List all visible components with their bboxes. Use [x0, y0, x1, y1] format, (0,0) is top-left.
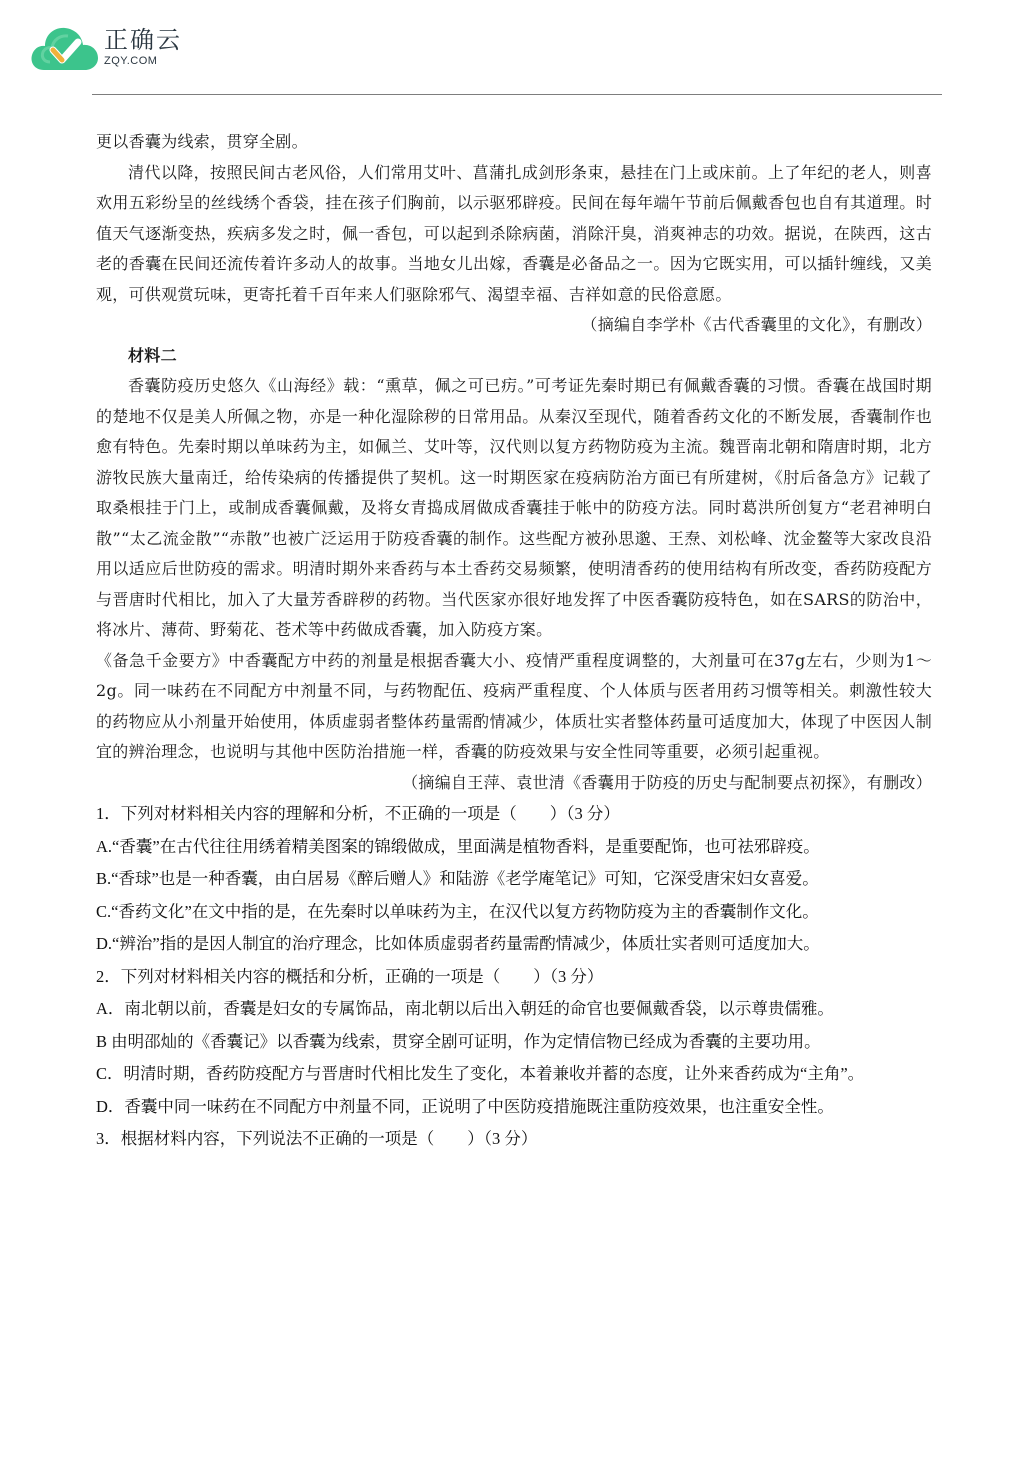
option-a: A.“香囊”在古代往往用绣着精美图案的锦缎做成，里面满是植物香料，是重要配饰，也可祛邪辟疫。 — [96, 836, 820, 856]
material2-paragraph-2: 《备急千金要方》中香囊配方中药的剂量是根据香囊大小、疫情严重程度调整的，大剂量可在37g左右，少则为1～2g。同一味药在不同配方中剂量不同，与药物配伍、疫病严重程度、个人体质与医者用药习惯等相关。刺激性较大的药物应从小剂量开始使用，体质虚弱者整体药量需酌情减少，体质壮实者整体药量可适度加大，体现了中医因人制宜的辨治理念，也说明与其他中医防治措施一样，香囊的防疫效果与安全性同等重要，必须引起重视。 — [96, 650, 932, 761]
material2-source: （摘编自王萍、袁世清《香囊用于防疫的历史与配制要点初探》，有删改） — [402, 772, 932, 792]
question-3 — [96, 1123, 932, 1156]
question-stem: 1．下列对材料相关内容的理解和分析，不正确的一项是（ ）（3 分） — [96, 804, 620, 823]
option-c: C.“香药文化”在文中指的是，在先秦时以单味药为主，在汉代以复方药物防疫为主的香囊制作文化。 — [96, 901, 819, 921]
option-b: B 由明邵灿的《香囊记》以香囊为线索，贯穿全剧可证明，作为定情信物已经成为香囊的主要功用。 — [96, 1031, 821, 1051]
material1-paragraph: 清代以降，按照民间古老风俗，人们常用艾叶、菖蒲扎成剑形条束，悬挂在门上或床前。上了年纪的老人，则喜欢用五彩纷呈的丝线绣个香袋，挂在孩子们胸前，以示驱邪辟疫。民间在每年端午节前后佩戴香包也自有其道理。时值天气逐渐变热，疾病多发之时，佩一香包，可以起到杀除病菌，消除汗臭，消爽神志的功效。据说，在陕西，这古老的香囊在民间还流传着许多动人的故事。当地女儿出嫁，香囊是必备品之一。因为它既实用，可以插针缠线，又美观，可供观赏玩味，更寄托着千百年来人们驱除邪气、渴望幸福、吉祥如意的民俗意愿。 — [96, 162, 932, 304]
option-a: A．南北朝以前，香囊是妇女的专属饰品，南北朝以后出入朝廷的命官也要佩戴香袋，以示尊贵儒雅。 — [96, 999, 834, 1018]
option-b: B.“香球”也是一种香囊，由白居易《醉后赠人》和陆游《老学庵笔记》可知，它深受唐宋妇女喜爱。 — [96, 869, 819, 888]
question-2 — [96, 961, 932, 1124]
option-d: D.“辨治”指的是因人制宜的治疗理念，比如体质虚弱者药量需酌情减少，体质壮实者则可适度加大。 — [96, 934, 820, 953]
material1-tail: 更以香囊为线索，贯穿全剧。 — [96, 132, 308, 151]
question-stem: 2．下列对材料相关内容的概括和分析，正确的一项是（ ）（3 分） — [96, 966, 604, 986]
page-header — [0, 0, 1034, 100]
option-d: D．香囊中同一味药在不同配方中剂量不同，正说明了中医防疫措施既注重防疫效果，也注重安全性。 — [96, 1096, 834, 1116]
cloud-check-logo-icon — [30, 22, 100, 76]
option-c: C．明清时期，香药防疫配方与晋唐时代相比发生了变化，本着兼收并蓄的态度，让外来香药成为“主角”。 — [96, 1064, 865, 1083]
question-stem: 3．根据材料内容，下列说法不正确的一项是（ ）（3 分） — [96, 1129, 538, 1148]
document-body — [96, 127, 932, 1156]
brand-name-cn: 正确云 — [104, 26, 182, 54]
header-divider — [92, 94, 942, 95]
material2-paragraph-1: 香囊防疫历史悠久《山海经》载：“熏草，佩之可已疠。”可考证先秦时期已有佩戴香囊的习惯。香囊在战国时期的楚地不仅是美人所佩之物，亦是一种化湿除秽的日常用品。从秦汉至现代，随着香药文化的不断发展，香囊制作也愈有特色。先秦时期以单味药为主，如佩兰、艾叶等，汉代则以复方药物防疫为主流。魏晋南北朝和隋唐时期，北方游牧民族大量南迁，给传染病的传播提供了契机。这一时期医家在疫病防治方面已有所建树，《肘后备急方》记载了取桑根挂于门上，或制成香囊佩戴，及将女青捣成屑做成香囊挂于帐中的防疫方法。同时葛洪所创复方“老君神明白散”“太乙流金散”“赤散”也被广泛运用于防疫香囊的制作。这些配方被孙思邈、王焘、刘松峰、沈金鳌等大家改良沿用以适应后世防疫的需求。明清时期外来香药与本土香药交易频繁，使明清香药的使用结构有所改变，香药防疫配方与晋唐时代相比，加入了大量芳香辟秽的药物。当代医家亦很好地发挥了中医香囊防疫特色，如在SARS的防治中，将冰片、薄荷、野菊花、苍术等中药做成香囊，加入防疫方案。 — [96, 376, 932, 639]
material2-heading: 材料二 — [128, 345, 177, 365]
question-1 — [96, 798, 932, 961]
material1-source: （摘编自李学朴《古代香囊里的文化》，有删改） — [581, 315, 932, 334]
brand-name — [104, 26, 182, 68]
brand-domain: ZQY.COM — [104, 55, 158, 67]
